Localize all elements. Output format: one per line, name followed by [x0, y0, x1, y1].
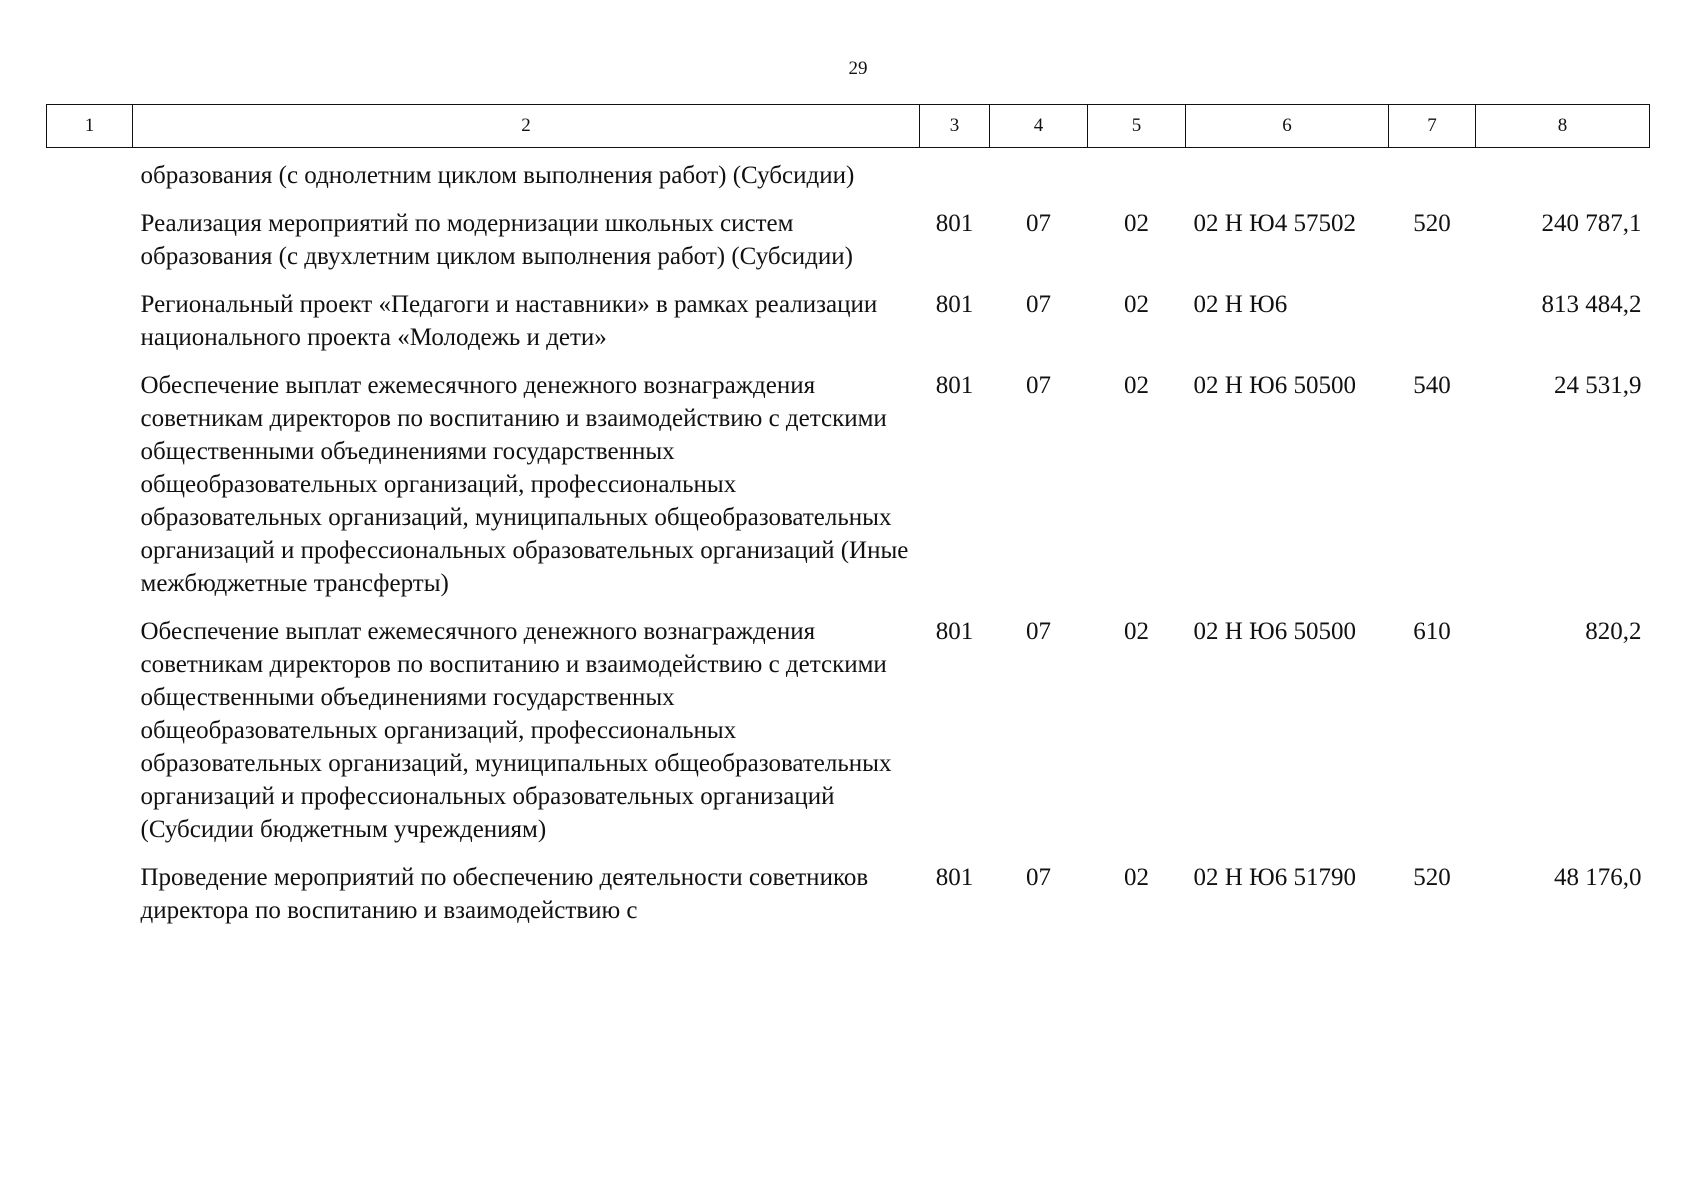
cell-vr: 520 [1413, 210, 1451, 237]
header-col-4: 4 [990, 105, 1088, 148]
table-row [47, 288, 1650, 369]
table-row [47, 615, 1650, 861]
budget-table [46, 104, 1650, 942]
cell-amount: 813 484,2 [1541, 291, 1642, 318]
cell-pr: 02 [1124, 618, 1149, 645]
cell-rz: 07 [1026, 291, 1051, 318]
cell-amount: 240 787,1 [1541, 210, 1642, 237]
table-body [47, 148, 1650, 943]
cell-vr [1389, 148, 1476, 208]
cell-grbs: 801 [935, 618, 974, 645]
table-row [47, 148, 1650, 208]
cell-rz: 07 [1026, 864, 1051, 891]
cell-name: образования (с однолетним циклом выполнения работ) (Субсидии) [140, 162, 855, 189]
cell-amount: 820,2 [1585, 618, 1642, 645]
cell-csr: 02 Н Ю6 50500 [1193, 618, 1356, 645]
page-number: 29 [848, 58, 868, 79]
table-row [47, 207, 1650, 288]
cell-pr: 02 [1124, 210, 1149, 237]
cell-csr [1186, 148, 1389, 208]
header-col-2: 2 [133, 105, 920, 148]
cell-vr: 520 [1413, 864, 1451, 891]
cell-grbs: 801 [935, 864, 974, 891]
cell-amount [1476, 148, 1650, 208]
cell-name: Обеспечение выплат ежемесячного денежного вознаграждения советникам директоров по воспитанию и взаимодействию с детскими общественными объединениями государственных общеобразовательных организаций, профессиональных образовательных организаций, муниципальных общеобразовательных организаций и профессиональных образовательных организаций (Субсидии бюджетным учреждениям) [140, 618, 892, 843]
header-col-1: 1 [47, 105, 133, 148]
cell-num [47, 288, 133, 369]
cell-rz: 07 [1026, 372, 1051, 399]
cell-num [47, 369, 133, 615]
cell-pr [1088, 148, 1186, 208]
cell-csr: 02 Н Ю6 51790 [1193, 864, 1356, 891]
cell-rz: 07 [1026, 618, 1051, 645]
cell-vr: 540 [1413, 372, 1451, 399]
table-header [47, 105, 1650, 148]
header-col-6: 6 [1186, 105, 1389, 148]
cell-name: Обеспечение выплат ежемесячного денежного вознаграждения советникам директоров по воспитанию и взаимодействию с детскими общественными объединениями государственных общеобразовательных организаций, профессиональных образовательных организаций, муниципальных общеобразовательных организаций и профессиональных образовательных организаций (Иные межбюджетные трансферты) [140, 372, 909, 597]
cell-vr: 610 [1413, 618, 1451, 645]
cell-csr: 02 Н Ю6 [1193, 291, 1288, 318]
cell-grbs [920, 148, 990, 208]
header-col-7: 7 [1389, 105, 1476, 148]
header-col-8: 8 [1476, 105, 1650, 148]
cell-rz: 07 [1026, 210, 1051, 237]
cell-pr: 02 [1124, 372, 1149, 399]
cell-rz [990, 148, 1088, 208]
cell-grbs: 801 [935, 372, 974, 399]
cell-grbs: 801 [935, 210, 974, 237]
header-col-3: 3 [920, 105, 990, 148]
cell-num [47, 615, 133, 861]
cell-name: Реализация мероприятий по модернизации школьных систем образования (с двухлетним циклом выполнения работ) (Субсидии) [140, 210, 853, 270]
cell-name: Проведение мероприятий по обеспечению деятельности советников директора по воспитанию и взаимодействию с [140, 864, 869, 924]
header-row [47, 105, 1650, 148]
table-row [47, 861, 1650, 942]
cell-amount: 24 531,9 [1554, 372, 1642, 399]
cell-num [47, 148, 133, 208]
header-col-5: 5 [1088, 105, 1186, 148]
cell-amount: 48 176,0 [1554, 864, 1642, 891]
cell-num [47, 207, 133, 288]
cell-csr: 02 Н Ю4 57502 [1193, 210, 1356, 237]
cell-vr [1389, 288, 1476, 369]
cell-name: Региональный проект «Педагоги и наставники» в рамках реализации национального проекта «Молодежь и дети» [140, 291, 878, 351]
cell-pr: 02 [1124, 864, 1149, 891]
cell-num [47, 861, 133, 942]
cell-csr: 02 Н Ю6 50500 [1193, 372, 1356, 399]
cell-pr: 02 [1124, 291, 1149, 318]
table-row [47, 369, 1650, 615]
cell-grbs: 801 [935, 291, 974, 318]
